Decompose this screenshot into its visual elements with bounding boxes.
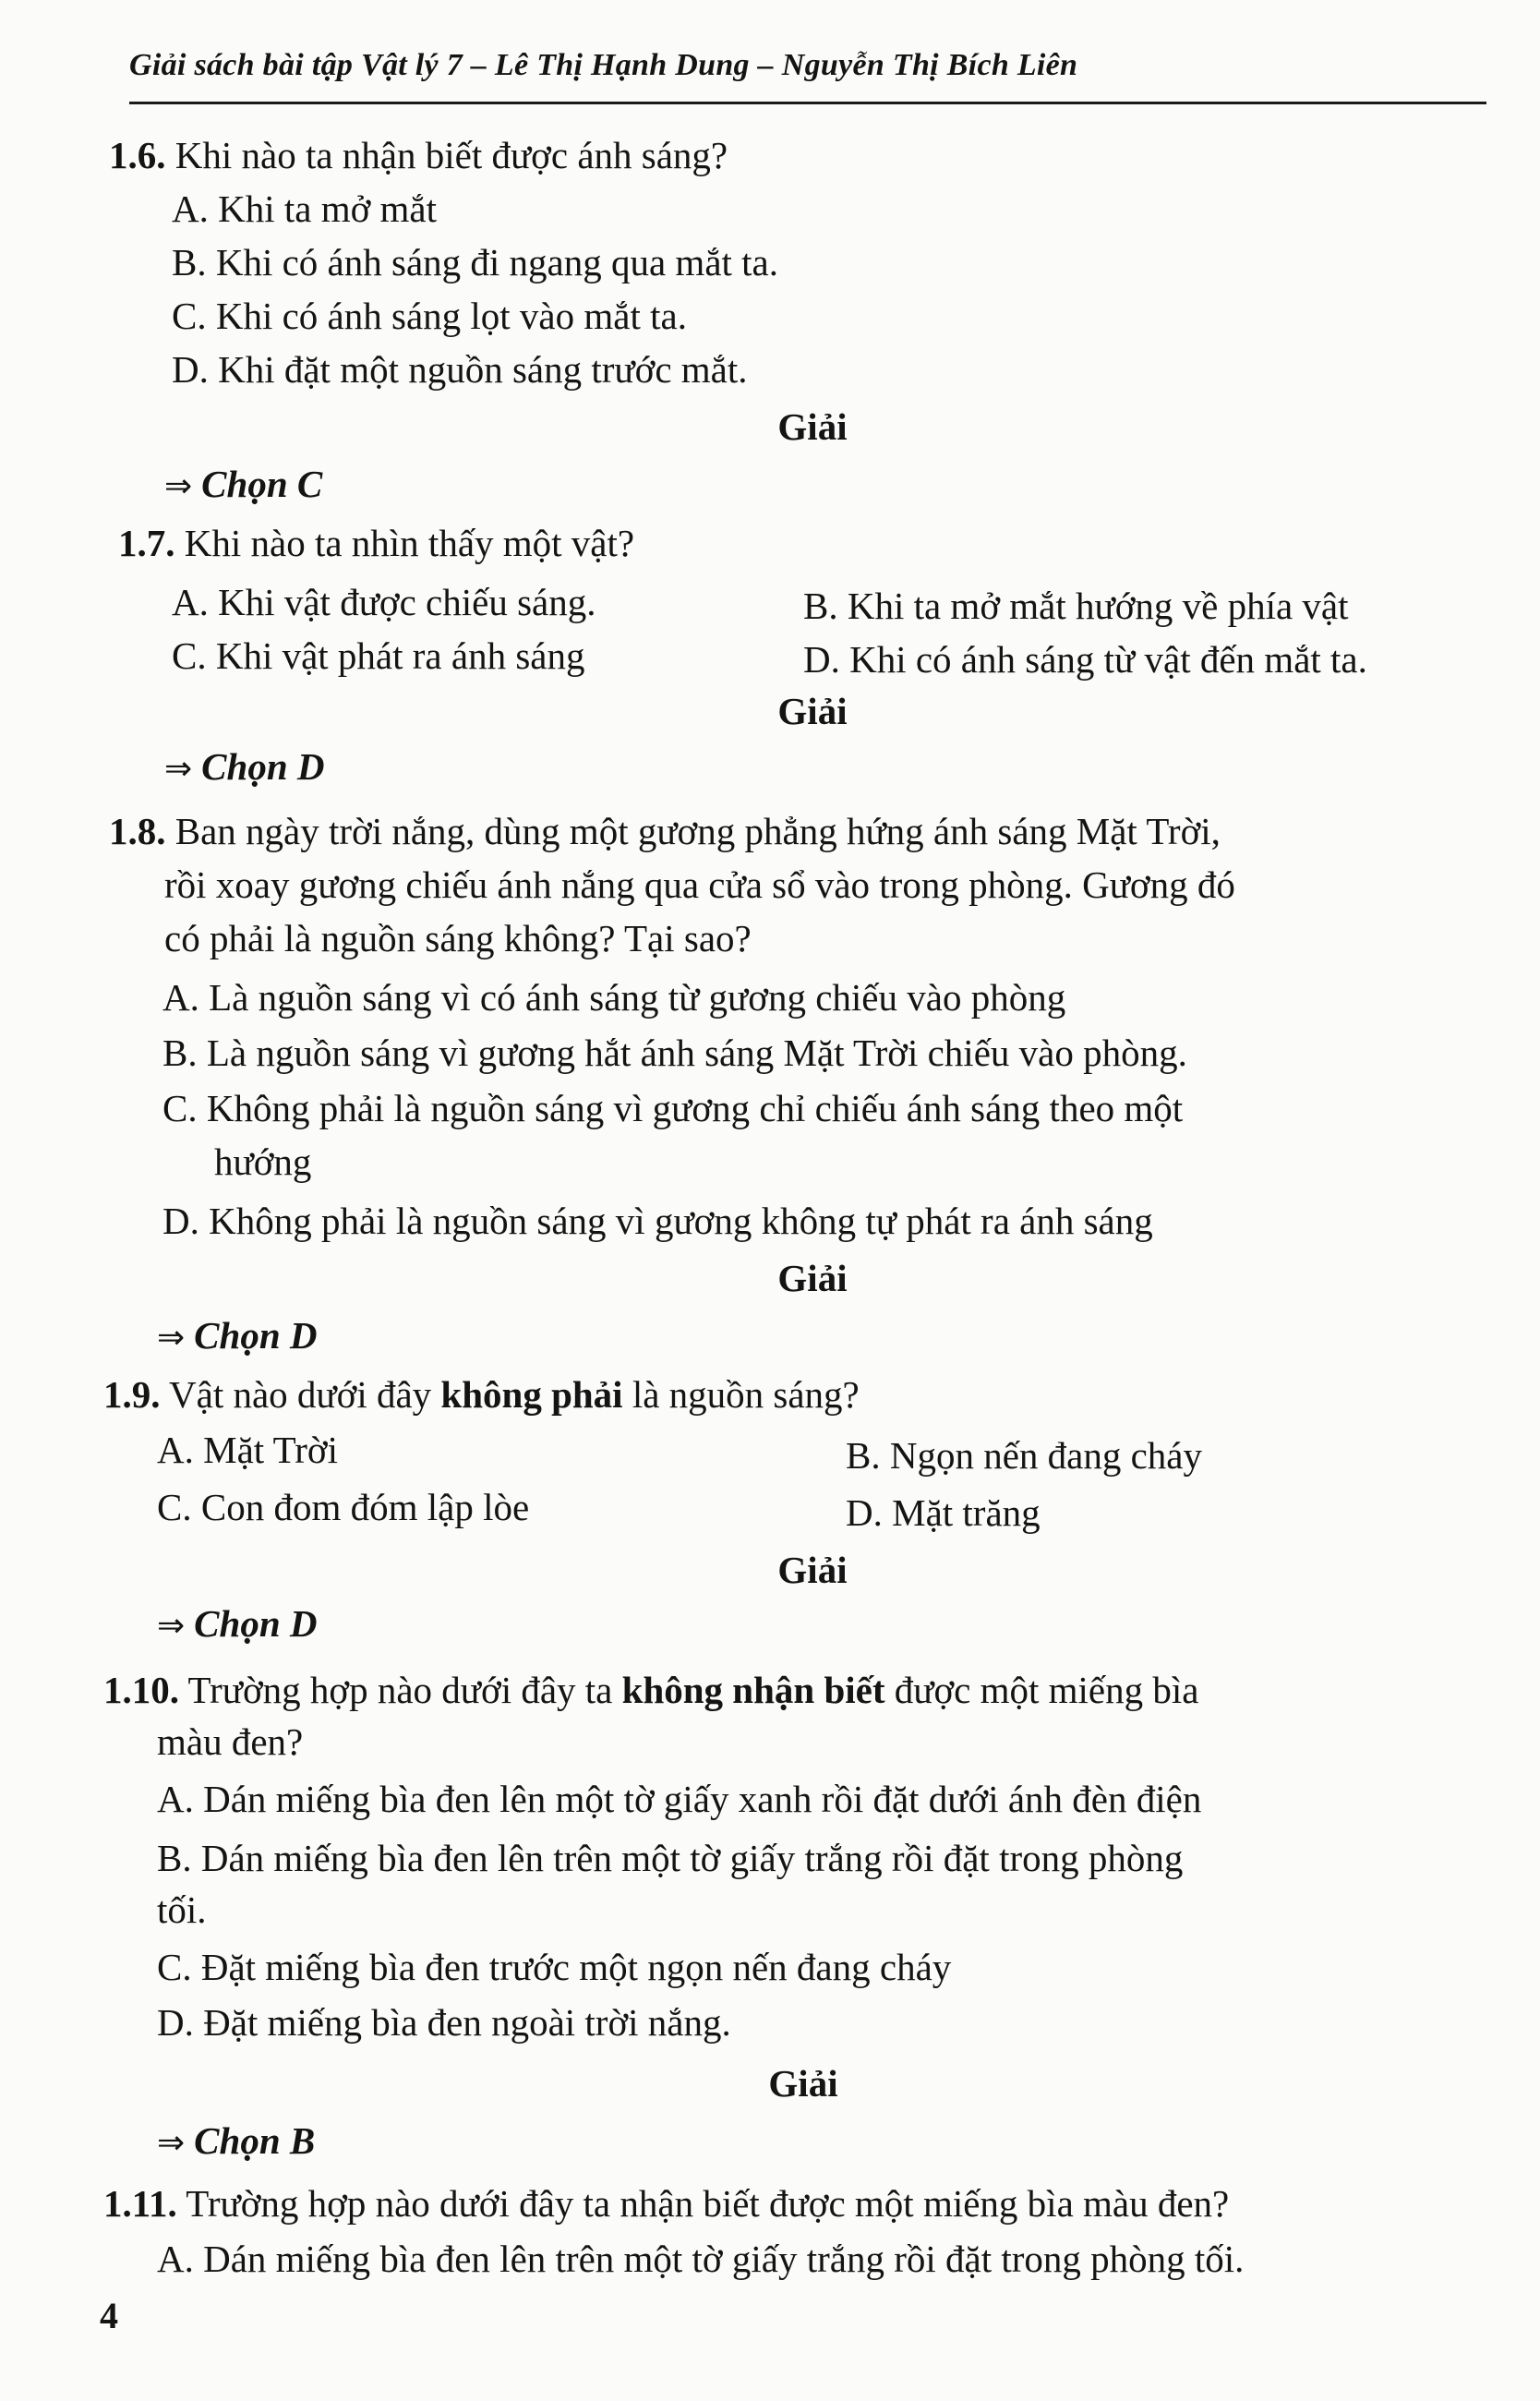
question-text: Trường hợp nào dưới đây ta nhận biết được một miếng bìa màu đen? [186,2182,1230,2225]
question-text: là nguồn sáng? [622,1373,860,1416]
choose-label: Chọn [194,1602,281,1645]
option-a: A. Khi ta mở mắt [172,187,437,230]
question-text: Vật nào dưới đây [169,1373,441,1416]
question-keyword: không nhận biết [621,1669,885,1711]
question-text-line: màu đen? [157,1720,304,1763]
option-d: D. Đặt miếng bìa đen ngoài trời nắng. [157,2001,731,2044]
option-b: B. Là nguồn sáng vì gương hắt ánh sáng Mặt Trời chiếu vào phòng. [162,1032,1187,1074]
option-d: D. Không phải là nguồn sáng vì gương không tự phát ra ánh sáng [162,1200,1153,1242]
option-d: D. Khi có ánh sáng từ vật đến mắt ta. [803,638,1367,681]
option-d: D. Khi đặt một nguồn sáng trước mắt. [172,348,748,391]
question-1-10 [103,1662,1488,1718]
question-text-line: có phải là nguồn sáng không? Tại sao? [164,917,752,959]
option-b-continued: tối. [157,1888,207,1931]
option-a: A. Mặt Trời [157,1429,338,1471]
answer-letter: D [289,1314,318,1357]
question-1-11 [103,2176,1488,2231]
question-number: 1.11. [103,2182,177,2225]
option-a: A. Là nguồn sáng vì có ánh sáng từ gương chiếu vào phòng [162,976,1066,1019]
solution-heading: Giải [777,690,848,732]
answer-1-7 [164,739,324,797]
implies-arrow-icon: ⇒ [164,467,193,505]
question-text: Khi nào ta nhìn thấy một vật? [184,522,635,564]
question-number: 1.6. [109,134,166,176]
implies-arrow-icon: ⇒ [164,750,193,788]
option-c: C. Đặt miếng bìa đen trước một ngọn nến đang cháy [157,1946,952,1988]
question-number: 1.10. [103,1669,179,1711]
answer-letter: D [289,1602,318,1645]
question-text: Trường hợp nào dưới đây ta [187,1669,622,1711]
question-1-8 [109,803,1494,859]
option-b: B. Dán miếng bìa đen lên trên một tờ giấy trắng rồi đặt trong phòng [157,1837,1184,1879]
question-text-line: Ban ngày trời nắng, dùng một gương phẳng hứng ánh sáng Mặt Trời, [174,810,1221,852]
solution-heading: Giải [777,405,848,448]
choose-label: Chọn [194,1314,281,1357]
answer-letter: C [296,463,323,505]
option-a: A. Khi vật được chiếu sáng. [172,581,596,623]
option-b: B. Khi ta mở mắt hướng về phía vật [803,585,1349,627]
option-c: C. Khi có ánh sáng lọt vào mắt ta. [172,295,687,337]
solution-heading: Giải [768,2062,838,2105]
answer-1-6 [164,456,322,514]
answer-1-9 [157,1596,317,1654]
option-c: C. Khi vật phát ra ánh sáng [172,634,585,677]
solution-heading: Giải [777,1549,848,1591]
option-a: A. Dán miếng bìa đen lên một tờ giấy xanh rồi đặt dưới ánh đèn điện [157,1778,1202,1820]
choose-label: Chọn [201,463,288,505]
question-keyword: không phải [440,1373,623,1416]
question-1-9 [103,1367,1488,1422]
option-a: A. Dán miếng bìa đen lên trên một tờ giấy trắng rồi đặt trong phòng tối. [157,2238,1245,2280]
option-d: D. Mặt trăng [846,1491,1041,1534]
question-number: 1.8. [109,810,166,852]
solution-heading: Giải [777,1257,848,1299]
option-c: C. Con đom đóm lập lòe [157,1486,530,1528]
option-b: B. Khi có ánh sáng đi ngang qua mắt ta. [172,241,779,284]
question-text-line: rồi xoay gương chiếu ánh nắng qua cửa sổ vào trong phòng. Gương đó [164,863,1235,906]
answer-1-8 [157,1308,317,1366]
question-1-6 [109,127,1494,183]
implies-arrow-icon: ⇒ [157,1607,186,1645]
implies-arrow-icon: ⇒ [157,1319,186,1357]
question-number: 1.9. [103,1373,161,1416]
question-1-7 [118,515,1503,571]
question-text: được một miếng bìa [884,1669,1199,1711]
answer-letter: D [296,745,325,788]
implies-arrow-icon: ⇒ [157,2124,186,2162]
running-header: Giải sách bài tập Vật lý 7 – Lê Thị Hạnh Dung – Nguyễn Thị Bích Liên [129,48,1078,82]
question-text: Khi nào ta nhận biết được ánh sáng? [174,134,728,176]
option-c-continued: hướng [214,1140,312,1183]
answer-1-10 [157,2113,315,2171]
question-number: 1.7. [118,522,175,564]
page-number: 4 [100,2295,118,2336]
choose-label: Chọn [194,2119,281,2162]
answer-letter: B [289,2119,316,2162]
choose-label: Chọn [201,745,288,788]
option-c: C. Không phải là nguồn sáng vì gương chỉ chiếu ánh sáng theo một [162,1087,1184,1129]
option-b: B. Ngọn nến đang cháy [846,1434,1202,1477]
